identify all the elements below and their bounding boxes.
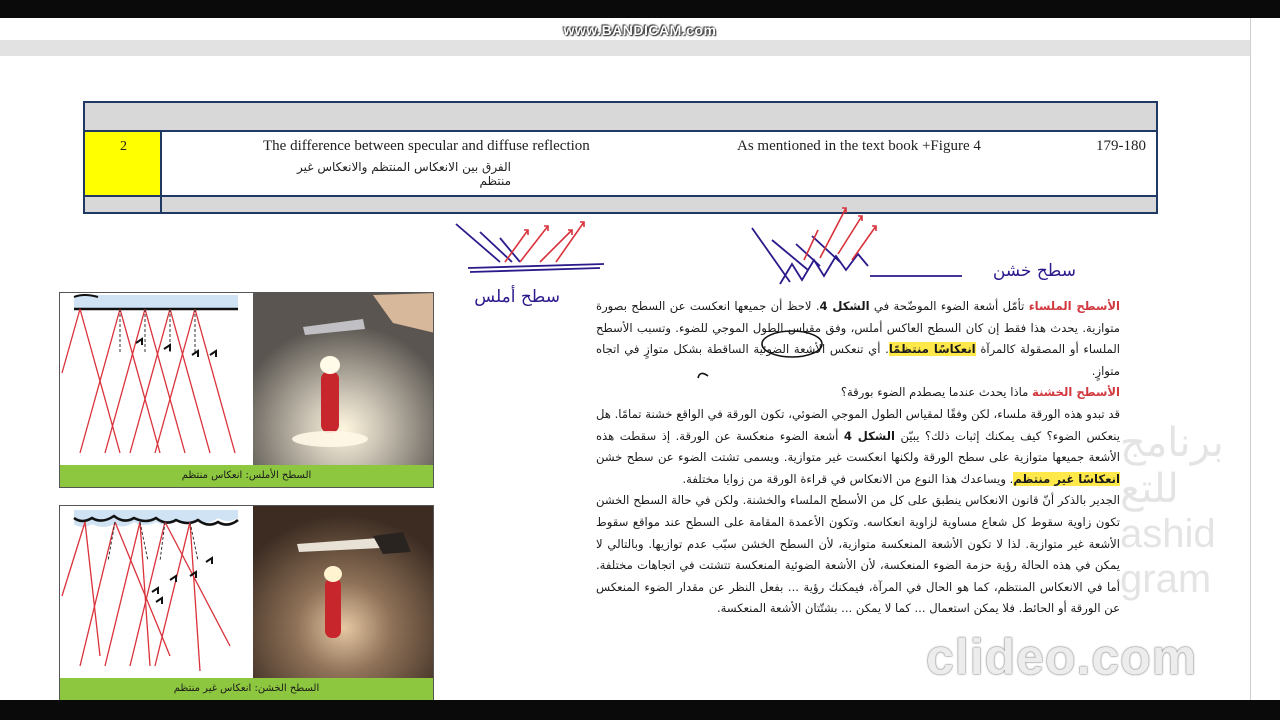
term-specular: انعكاسًا منتظمًا — [888, 342, 976, 357]
handwritten-rough-label: سطح خشن — [992, 261, 1076, 281]
figure-caption: السطح الأملس: انعكاس منتظم — [60, 465, 433, 487]
text-run: ماذا يحدث عندما يصطدم الضوء بورقة؟ — [840, 385, 1033, 400]
rough-sketch-reflections — [804, 208, 876, 260]
editor-watermark: clideo.com — [926, 629, 1198, 685]
ghost-line: gram — [1120, 557, 1212, 601]
text-run: . ويساعدك هذا النوع من الانعكاس في قراءة الورقة من زوايا مختلفة. — [682, 471, 1014, 486]
text-run: قد تبدو هذه الورقة ملساء، لكن وفقًا لمقياس الطول الموجي الضوئي، تكون الورقة في الواقع خشنة تمامًا. هل ينعكس الضوء؟ كيف يمكنك إثبات ذلك؟ يبيّن — [596, 406, 1120, 443]
ghost-line: برنامج — [1120, 421, 1224, 465]
topic-english: The difference between specular and diffuse reflection — [263, 138, 590, 154]
figure-caption: السطح الخشن: انعكاس غير منتظم — [60, 678, 433, 700]
term-diffuse: انعكاسًا غير منتظم — [1013, 471, 1120, 486]
recorder-watermark: www.BANDICAM.com — [563, 22, 717, 38]
underline-mark — [698, 373, 708, 378]
figure-ref: الشكل 4 — [843, 428, 895, 443]
text-run: . لاحظ أن جميعها انعكست عن السطح بصورة متوازية. يحدث هذا فقط إن كان السطح العاكس أملس، وفق مقياس الطول الموجي للضوء. وتسبب الأسطح الملساء أو المصقولة كالمرآة — [596, 299, 1120, 357]
text-run: أشعة الضوء منعكسة عن الورقة. إذ سقطت هذه الأشعة جميعها متوازية على سطح الورقة ولكنها انعكست غير متوازية. ويسمى تشتت الضوء عن سطح خشن — [596, 428, 1120, 465]
pages-cell: 179-180 — [1096, 138, 1146, 154]
ghost-line: للتع — [1120, 467, 1179, 511]
rough-sketch — [752, 228, 962, 284]
text-run: . أي تنعكس الأشعة الضوئية الساقطة بشكل متوازٍ في اتجاه متوازٍ. — [596, 342, 1120, 378]
text-run: تأمّل أشعة الضوء الموضّحة في — [869, 299, 1029, 313]
reference-cell: As mentioned in the text book +Figure 4 — [737, 138, 981, 154]
paragraph-law: الجدير بالذكر أنّ قانون الانعكاس ينطبق على كل من الأسطح الملساء والخشنة. ولكن في حالة السطح الخشن تكون زاوية سقوط كل شعاع مساوية لزاوية انعكاسه. وتكون الأعمدة المقامة على السطح عند مواقع سقوط الأشعة غير متوازية. لذا لا تكون الأشعة المنعكسة متوازية، لأن السطح الخشن سبّب عدم توازيها. وبالتالي لا يمكن في هذه الحالة رؤية حزمة الضوء المنعكسة، لأن الأشعة الضوئية المنعكسة تتشتت في اتجاهات مختلفة. أما في الانعكاس المنتظم، كما هو الحال في المرآة، فيمكنك رؤية ... بفعل النظر عن مقدار الضوء المنعكس عن الورقة أو الحائط. فلا يمكن استعمال ... كما لا يمكن ... بشتّتان الأشعة المنعكسة. — [596, 493, 1120, 616]
ghost-line: ashid — [1120, 512, 1216, 556]
recorder-bottom-bar — [0, 700, 1280, 720]
circle-mark — [762, 331, 822, 357]
topic-arabic: الفرق بين الانعكاس المنتظم والانعكاس غير منتظم — [297, 160, 511, 188]
handwritten-smooth-label: سطح أملس — [474, 287, 560, 307]
smooth-sketch-reflections — [505, 222, 584, 262]
figure-ref: الشكل 4 — [819, 299, 870, 313]
row-number-cell: 2 — [85, 132, 162, 195]
heading-rough: الأسطح الخشنة — [1032, 385, 1120, 400]
heading-smooth: الأسطح الملساء — [1028, 299, 1120, 313]
